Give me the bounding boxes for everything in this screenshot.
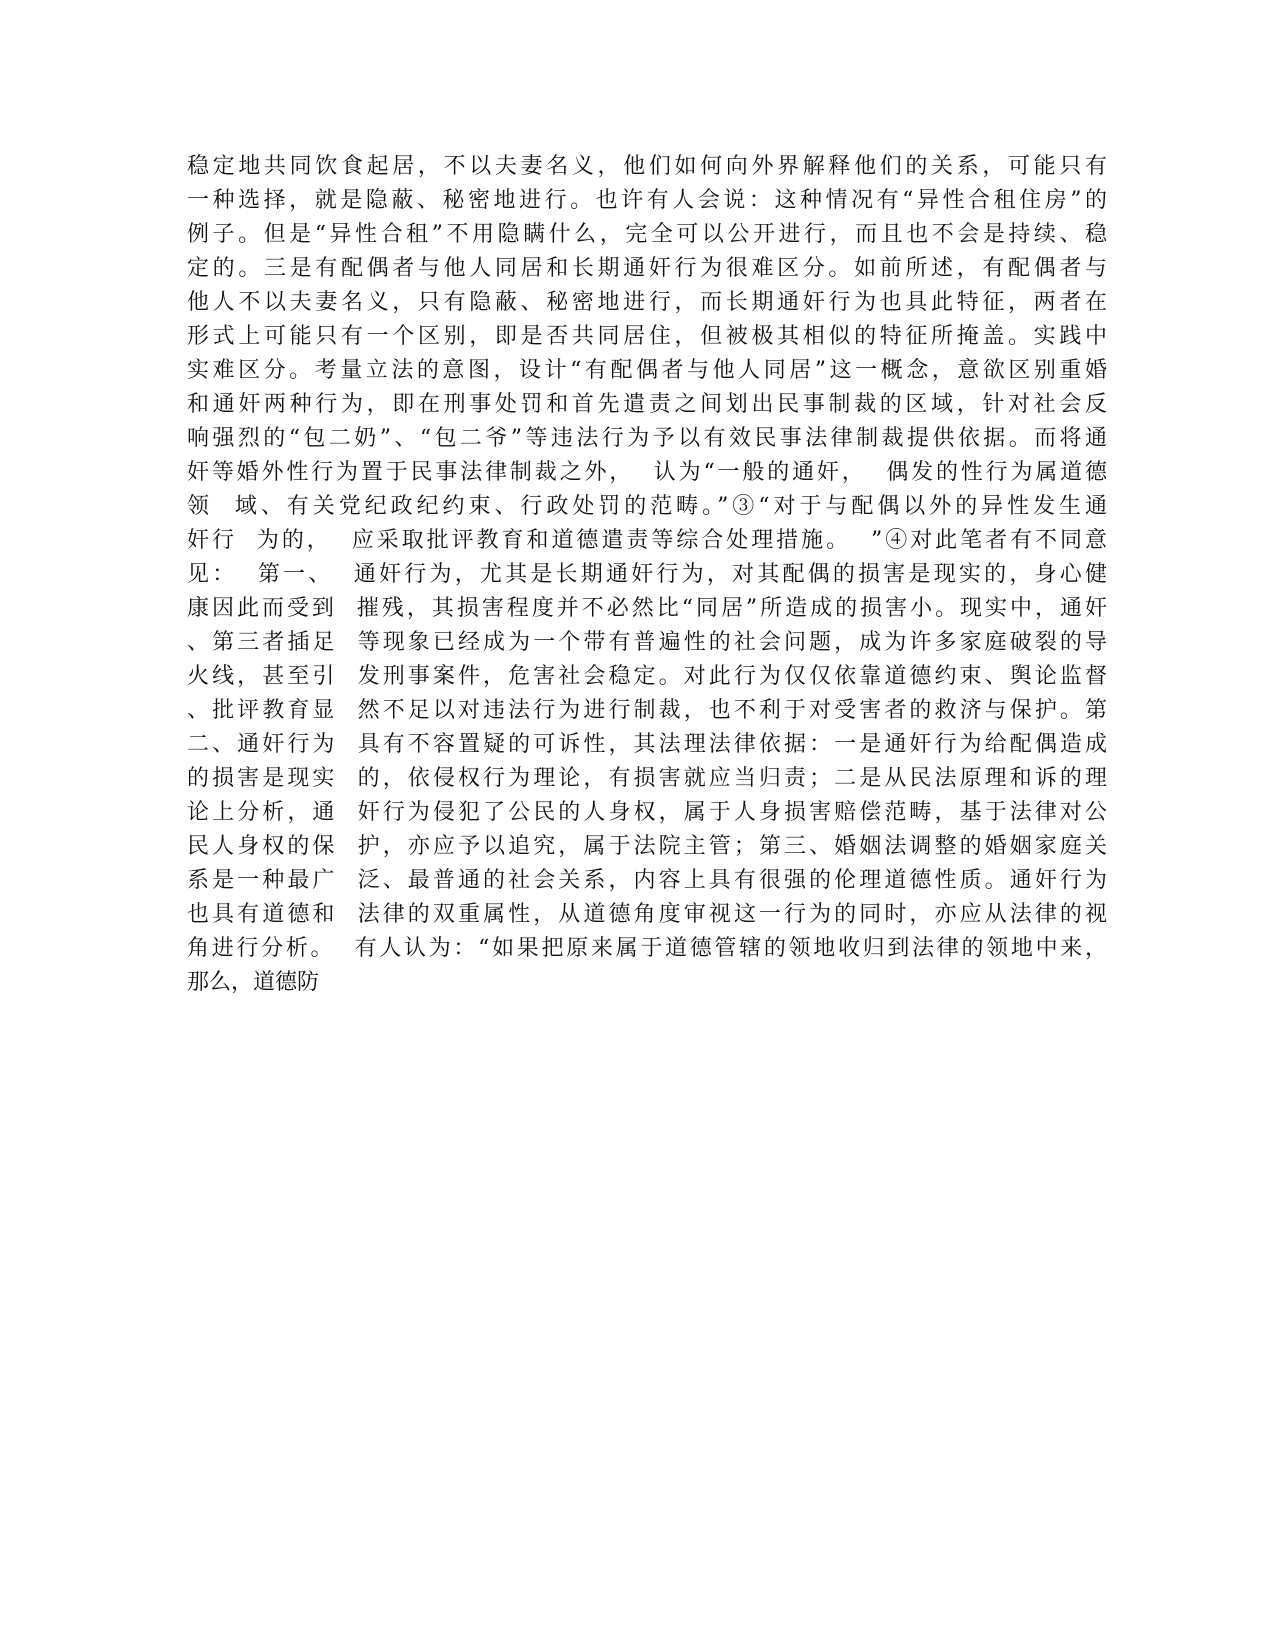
text-line: 系是一种最广 泛、最普通的社会关系，内容上具有很强的伦理道德性质。通奸行为 [187,868,1107,893]
text-line: 领 域、有关党纪政纪约束、行政处罚的范畴。”③“对于与配偶以外的异性发生通 [187,494,1107,519]
text-line: 二、通奸行为 具有不容置疑的可诉性，其法理法律依据：一是通奸行为给配偶造成 [187,732,1107,757]
text-line: 民人身权的保 护，亦应予以追究，属于法院主管；第三、婚姻法调整的婚姻家庭关 [187,834,1107,859]
text-line: 、批评教育显 然不足以对违法行为进行制裁，也不利于对受害者的救济与保护。第 [187,698,1107,723]
text-line-last: 那么，道德防 [187,970,320,995]
text-line: 火线，甚至引 发刑事案件，危害社会稳定。对此行为仅仅依靠道德约束、舆论监督 [187,664,1107,689]
text-line: 奸行 为的， 应采取批评教育和道德遣责等综合处理措施。 ”④对此笔者有不同意 [187,528,1107,553]
text-line: 康因此而受到 摧残，其损害程度并不必然比“同居”所造成的损害小。现实中，通奸 [187,596,1107,621]
text-line: 也具有道德和 法律的双重属性，从道德角度审视这一行为的同时，亦应从法律的视 [187,902,1107,927]
text-line: 例子。但是“异性合租”不用隐瞒什么，完全可以公开进行，而且也不会是持续、稳 [187,222,1107,247]
body-text [187,150,1107,1000]
text-line: 见： 第一、 通奸行为，尤其是长期通奸行为，对其配偶的损害是现实的，身心健 [187,562,1107,587]
text-line: 、第三者插足 等现象已经成为一个带有普遍性的社会问题，成为许多家庭破裂的导 [187,630,1107,655]
text-line: 定的。三是有配偶者与他人同居和长期通奸行为很难区分。如前所述，有配偶者与 [187,256,1107,281]
text-line: 一种选择，就是隐蔽、秘密地进行。也许有人会说：这种情况有“异性合租住房”的 [187,188,1107,213]
text-line: 实难区分。考量立法的意图，设计“有配偶者与他人同居”这一概念，意欲区别重婚 [187,358,1107,383]
text-line: 稳定地共同饮食起居，不以夫妻名义，他们如何向外界解释他们的关系，可能只有 [187,154,1107,179]
text-line: 论上分析，通 奸行为侵犯了公民的人身权，属于人身损害赔偿范畴，基于法律对公 [187,800,1107,825]
text-line: 和通奸两种行为，即在刑事处罚和首先遣责之间划出民事制裁的区域，针对社会反 [187,392,1107,417]
text-line: 形式上可能只有一个区别，即是否共同居住，但被极其相似的特征所掩盖。实践中 [187,324,1107,349]
text-line: 的损害是现实 的，依侵权行为理论，有损害就应当归责；二是从民法原理和诉的理 [187,766,1107,791]
text-line: 角进行分析。 有人认为：“如果把原来属于道德管辖的领地收归到法律的领地中来， [187,936,1107,961]
text-line: 响强烈的“包二奶”、“包二爷”等违法行为予以有效民事法律制裁提供依据。而将通 [187,426,1107,451]
text-line: 他人不以夫妻名义，只有隐蔽、秘密地进行，而长期通奸行为也具此特征，两者在 [187,290,1107,315]
text-line: 奸等婚外性行为置于民事法律制裁之外， 认为“一般的通奸， 偶发的性行为属道德 [187,460,1107,485]
